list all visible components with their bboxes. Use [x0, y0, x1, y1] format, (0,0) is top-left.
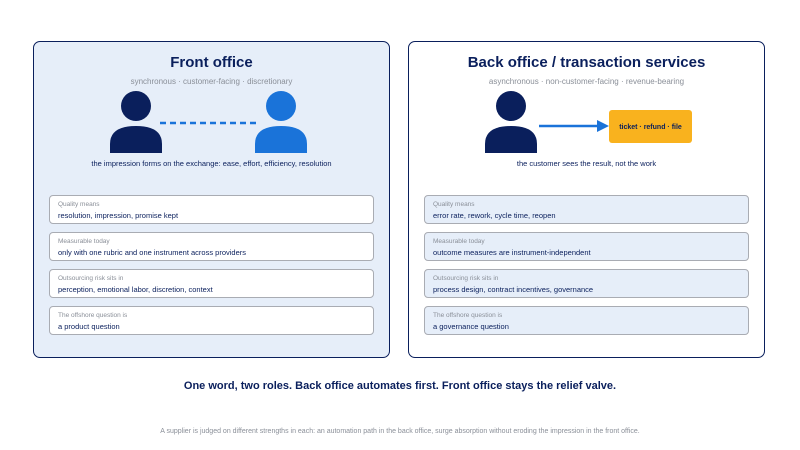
back-office-rows: [424, 195, 749, 343]
back-office-caption: the customer sees the result, not the work: [516, 159, 657, 168]
front-office-title: Front office: [170, 54, 253, 71]
box-label: Measurable today: [433, 238, 485, 245]
box-value: resolution, impression, promise kept: [58, 211, 179, 220]
box-value: a governance question: [433, 322, 509, 331]
footnote: A supplier is judged on different strengths in each: an automation path in the back office, surge absorption without eroding the impression in the front office.: [160, 428, 640, 435]
front-office-subtitle: synchronous · customer-facing · discretionary: [130, 77, 293, 86]
agent-person-icon: [110, 91, 162, 153]
box-value: only with one rubric and one instrument across providers: [58, 248, 247, 257]
headline: One word, two roles. Back office automates first. Front office stays the relief valve.: [183, 380, 617, 392]
box-label: Outsourcing risk sits in: [58, 275, 124, 282]
front-office-caption: the impression forms on the exchange: ease, effort, efficiency, resolution: [91, 159, 332, 168]
back-measurable-box: [424, 232, 749, 261]
customer-person-icon: [255, 91, 307, 153]
front-risk-box: [49, 269, 374, 298]
front-office-rows: [49, 195, 374, 343]
back-office-subtitle: asynchronous · non-customer-facing · revenue-bearing: [488, 77, 685, 86]
box-label: Quality means: [433, 201, 475, 208]
worker-person-icon: [485, 91, 537, 153]
back-risk-box: [424, 269, 749, 298]
back-offshore-box: [424, 306, 749, 335]
arrow-right-icon: [539, 120, 609, 132]
box-label: The offshore question is: [58, 312, 128, 319]
box-value: error rate, rework, cycle time, reopen: [433, 211, 556, 220]
front-measurable-box: [49, 232, 374, 261]
box-label: Quality means: [58, 201, 100, 208]
back-quality-box: [424, 195, 749, 224]
front-office-panel: [33, 41, 390, 358]
box-value: perception, emotional labor, discretion, context: [58, 285, 213, 294]
front-quality-box: [49, 195, 374, 224]
box-value: process design, contract incentives, governance: [433, 285, 594, 294]
box-label: Measurable today: [58, 238, 110, 245]
box-value: a product question: [58, 322, 120, 331]
box-value: outcome measures are instrument-independent: [433, 248, 591, 257]
result-label: ticket · refund · file: [619, 124, 682, 131]
back-office-title: Back office / transaction services: [467, 54, 706, 71]
back-office-panel: [408, 41, 765, 358]
back-office-illustration: [409, 82, 766, 157]
front-office-illustration: [34, 82, 391, 157]
front-offshore-box: [49, 306, 374, 335]
box-label: The offshore question is: [433, 312, 503, 319]
box-label: Outsourcing risk sits in: [433, 275, 499, 282]
